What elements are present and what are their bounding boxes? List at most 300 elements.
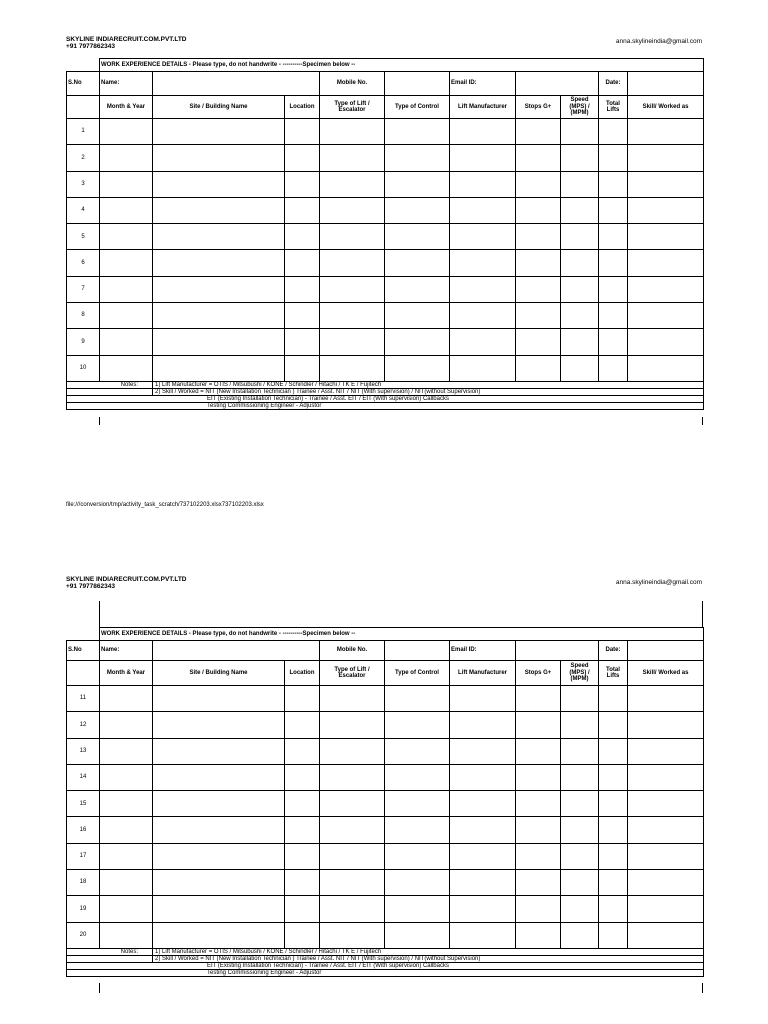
- cell[interactable]: [599, 355, 628, 381]
- cell[interactable]: [628, 870, 704, 896]
- cell[interactable]: [516, 303, 561, 329]
- cell[interactable]: [561, 224, 599, 250]
- notes-label: Notes:: [67, 948, 153, 955]
- cell[interactable]: [561, 145, 599, 171]
- col-manufacturer: Lift Manufacturer: [450, 96, 516, 119]
- cell[interactable]: [285, 171, 320, 197]
- cell[interactable]: [561, 764, 599, 790]
- col-month-year: Month & Year: [100, 661, 153, 686]
- row-number: 14: [67, 764, 100, 790]
- cell[interactable]: [561, 686, 599, 712]
- cell[interactable]: [450, 791, 516, 817]
- company-phone: +91 7977862343: [66, 43, 115, 50]
- row-number: 16: [67, 817, 100, 843]
- cell[interactable]: [385, 171, 450, 197]
- cell[interactable]: [599, 764, 628, 790]
- company-header: [66, 576, 187, 590]
- table-row: [67, 817, 704, 843]
- experience-table: [66, 58, 704, 410]
- cell[interactable]: [561, 817, 599, 843]
- table-row: [67, 738, 704, 764]
- cell[interactable]: [561, 171, 599, 197]
- table-row: [67, 171, 704, 197]
- cell[interactable]: [561, 303, 599, 329]
- cell[interactable]: [561, 329, 599, 355]
- cell[interactable]: [100, 764, 153, 790]
- sno-label: S.No: [67, 72, 100, 96]
- cell[interactable]: [516, 922, 561, 948]
- cell[interactable]: [320, 119, 385, 145]
- col-site-building: Site / Building Name: [153, 96, 285, 119]
- cell[interactable]: [320, 870, 385, 896]
- cell[interactable]: [599, 870, 628, 896]
- cell[interactable]: [599, 896, 628, 922]
- note-4: Testing Commissioning Engineer - Adjustor: [67, 402, 704, 409]
- cell[interactable]: [100, 119, 153, 145]
- cell[interactable]: [153, 329, 285, 355]
- cell[interactable]: [285, 922, 320, 948]
- cell[interactable]: [599, 817, 628, 843]
- divider: [99, 601, 100, 627]
- cell[interactable]: [385, 686, 450, 712]
- cell[interactable]: [153, 303, 285, 329]
- cell[interactable]: [153, 922, 285, 948]
- company-header: [66, 36, 187, 50]
- cell[interactable]: [516, 791, 561, 817]
- cell[interactable]: [385, 303, 450, 329]
- cell[interactable]: [153, 197, 285, 223]
- divider: [702, 417, 703, 425]
- cell[interactable]: [628, 119, 704, 145]
- cell[interactable]: [628, 843, 704, 869]
- cell[interactable]: [599, 791, 628, 817]
- cell[interactable]: [561, 922, 599, 948]
- cell[interactable]: [599, 843, 628, 869]
- cell[interactable]: [100, 250, 153, 276]
- sno-label: S.No: [67, 641, 100, 661]
- cell[interactable]: [320, 276, 385, 302]
- cell[interactable]: [516, 329, 561, 355]
- cell[interactable]: [153, 896, 285, 922]
- row-number: 17: [67, 843, 100, 869]
- name-field[interactable]: [153, 72, 320, 96]
- col-skill: Skill/ Worked as: [628, 96, 704, 119]
- cell[interactable]: [285, 119, 320, 145]
- mobile-field[interactable]: [385, 72, 450, 96]
- cell[interactable]: [285, 764, 320, 790]
- cell[interactable]: [516, 276, 561, 302]
- cell[interactable]: [320, 791, 385, 817]
- cell[interactable]: [385, 712, 450, 738]
- cell[interactable]: [385, 870, 450, 896]
- cell[interactable]: [628, 197, 704, 223]
- date-field[interactable]: [628, 72, 704, 96]
- cell[interactable]: [516, 355, 561, 381]
- date-label: Date:: [599, 641, 628, 661]
- cell[interactable]: [285, 329, 320, 355]
- cell[interactable]: [153, 171, 285, 197]
- cell[interactable]: [320, 224, 385, 250]
- note-1: 1) Lift Manufacturer = OTIS / Mitsubushi / KONE / Schindler / Hitachi / TK E / Fujitech: [153, 381, 704, 388]
- cell[interactable]: [450, 224, 516, 250]
- cell[interactable]: [320, 303, 385, 329]
- cell[interactable]: [516, 197, 561, 223]
- row-number: 1: [67, 119, 100, 145]
- cell[interactable]: [285, 197, 320, 223]
- email-label: Email ID:: [450, 72, 516, 96]
- cell[interactable]: [599, 224, 628, 250]
- note-2: 2) Skill / Worked = NIT (New Installation Technician ) Trainee / Asst. NIT / NIT (With supervision) / NIT(without Supervision): [153, 955, 704, 962]
- cell[interactable]: [385, 843, 450, 869]
- cell[interactable]: [100, 197, 153, 223]
- cell[interactable]: [385, 355, 450, 381]
- row-number: 19: [67, 896, 100, 922]
- cell[interactable]: [285, 355, 320, 381]
- col-stops: Stops G+: [516, 96, 561, 119]
- table-row: [67, 922, 704, 948]
- cell[interactable]: [153, 712, 285, 738]
- cell[interactable]: [599, 119, 628, 145]
- row-number: 9: [67, 329, 100, 355]
- col-control-type: Type of Control: [385, 96, 450, 119]
- cell[interactable]: [285, 276, 320, 302]
- cell[interactable]: [100, 303, 153, 329]
- form-title: WORK EXPERIENCE DETAILS - Please type, do not handwrite - ----------Specimen below --: [100, 628, 704, 641]
- cell[interactable]: [285, 303, 320, 329]
- cell[interactable]: [450, 119, 516, 145]
- cell[interactable]: [561, 276, 599, 302]
- mobile-label: Mobile No.: [320, 72, 385, 96]
- cell[interactable]: [100, 145, 153, 171]
- table-row: [67, 276, 704, 302]
- cell[interactable]: [320, 197, 385, 223]
- cell[interactable]: [628, 329, 704, 355]
- cell[interactable]: [450, 764, 516, 790]
- cell[interactable]: [628, 171, 704, 197]
- cell[interactable]: [450, 896, 516, 922]
- cell[interactable]: [320, 896, 385, 922]
- email-field[interactable]: [516, 641, 599, 661]
- cell[interactable]: [450, 738, 516, 764]
- cell[interactable]: [628, 276, 704, 302]
- cell[interactable]: [561, 119, 599, 145]
- cell[interactable]: [450, 843, 516, 869]
- cell[interactable]: [153, 817, 285, 843]
- table-row: [67, 870, 704, 896]
- cell[interactable]: [516, 171, 561, 197]
- cell[interactable]: [153, 843, 285, 869]
- cell[interactable]: [628, 791, 704, 817]
- row-number: 20: [67, 922, 100, 948]
- cell[interactable]: [285, 843, 320, 869]
- cell[interactable]: [450, 197, 516, 223]
- cell[interactable]: [100, 870, 153, 896]
- name-label: Name:: [100, 72, 153, 96]
- table-row: [67, 250, 704, 276]
- cell[interactable]: [153, 250, 285, 276]
- cell[interactable]: [153, 791, 285, 817]
- note-1: 1) Lift Manufacturer = OTIS / Mitsubushi / KONE / Schindler / Hitachi / TK E / Fujitech: [153, 948, 704, 955]
- cell[interactable]: [628, 817, 704, 843]
- cell[interactable]: [320, 764, 385, 790]
- company-email: anna.skylineindia@gmail.com: [615, 579, 702, 586]
- notes-row-2: [67, 388, 704, 395]
- table-row: [67, 712, 704, 738]
- cell[interactable]: [285, 870, 320, 896]
- cell[interactable]: [285, 712, 320, 738]
- divider: [702, 601, 703, 627]
- cell[interactable]: [385, 817, 450, 843]
- name-label: Name:: [100, 641, 153, 661]
- cell[interactable]: [153, 686, 285, 712]
- note-4: Testing Commissioning Engineer - Adjustor: [67, 969, 704, 976]
- cell[interactable]: [320, 843, 385, 869]
- cell[interactable]: [628, 686, 704, 712]
- cell[interactable]: [385, 329, 450, 355]
- table-row: [67, 119, 704, 145]
- cell[interactable]: [320, 817, 385, 843]
- cell[interactable]: [320, 712, 385, 738]
- cell[interactable]: [450, 686, 516, 712]
- cell[interactable]: [100, 791, 153, 817]
- cell[interactable]: [153, 276, 285, 302]
- cell[interactable]: [516, 738, 561, 764]
- cell[interactable]: [100, 276, 153, 302]
- cell[interactable]: [385, 197, 450, 223]
- col-lift-type: Type of Lift / Escalator: [320, 661, 385, 686]
- col-site-building: Site / Building Name: [153, 661, 285, 686]
- cell[interactable]: [285, 145, 320, 171]
- cell[interactable]: [100, 224, 153, 250]
- cell[interactable]: [385, 276, 450, 302]
- table-row: [67, 764, 704, 790]
- row-number: 2: [67, 145, 100, 171]
- date-label: Date:: [599, 72, 628, 96]
- cell[interactable]: [450, 303, 516, 329]
- cell[interactable]: [385, 224, 450, 250]
- cell[interactable]: [100, 329, 153, 355]
- cell[interactable]: [628, 355, 704, 381]
- cell[interactable]: [561, 870, 599, 896]
- note-2: 2) Skill / Worked = NIT (New Installation Technician ) Trainee / Asst. NIT / NIT (With supervision) / NIT(without Supervision): [153, 388, 704, 395]
- row-number: 10: [67, 355, 100, 381]
- cell[interactable]: [100, 355, 153, 381]
- divider: [99, 983, 100, 993]
- cell[interactable]: [153, 224, 285, 250]
- row-number: 13: [67, 738, 100, 764]
- cell[interactable]: [450, 276, 516, 302]
- cell[interactable]: [450, 250, 516, 276]
- cell[interactable]: [516, 870, 561, 896]
- cell[interactable]: [385, 896, 450, 922]
- cell[interactable]: [599, 171, 628, 197]
- col-skill: Skill/ Worked as: [628, 661, 704, 686]
- notes-row-2: [67, 955, 704, 962]
- cell[interactable]: [628, 303, 704, 329]
- cell[interactable]: [100, 817, 153, 843]
- col-total-lifts: Total Lifts: [599, 96, 628, 119]
- company-email: anna.skylineindia@gmail.com: [615, 38, 702, 45]
- cell[interactable]: [561, 712, 599, 738]
- cell[interactable]: [599, 250, 628, 276]
- cell[interactable]: [320, 686, 385, 712]
- cell[interactable]: [628, 145, 704, 171]
- cell[interactable]: [628, 224, 704, 250]
- cell[interactable]: [285, 817, 320, 843]
- cell[interactable]: [599, 922, 628, 948]
- notes-row-3: [67, 962, 704, 969]
- cell[interactable]: [385, 145, 450, 171]
- row-number: 3: [67, 171, 100, 197]
- cell[interactable]: [599, 145, 628, 171]
- cell[interactable]: [285, 791, 320, 817]
- cell[interactable]: [153, 145, 285, 171]
- mobile-field[interactable]: [385, 641, 450, 661]
- row-number: 6: [67, 250, 100, 276]
- cell[interactable]: [385, 738, 450, 764]
- cell[interactable]: [450, 870, 516, 896]
- cell[interactable]: [100, 896, 153, 922]
- table-row: [67, 197, 704, 223]
- cell[interactable]: [516, 843, 561, 869]
- cell[interactable]: [153, 119, 285, 145]
- cell[interactable]: [385, 764, 450, 790]
- cell[interactable]: [516, 712, 561, 738]
- note-3: EIT (Existing Installation Technician) - Trainee / Asst. EIT / EIT (With supervision) Callbacks: [67, 962, 704, 969]
- col-stops: Stops G+: [516, 661, 561, 686]
- cell[interactable]: [516, 224, 561, 250]
- row-number: 11: [67, 686, 100, 712]
- cell[interactable]: [628, 250, 704, 276]
- cell[interactable]: [285, 896, 320, 922]
- cell[interactable]: [285, 738, 320, 764]
- table-row: [67, 355, 704, 381]
- cell[interactable]: [285, 224, 320, 250]
- cell[interactable]: [561, 250, 599, 276]
- cell[interactable]: [450, 145, 516, 171]
- email-label: Email ID:: [450, 641, 516, 661]
- cell[interactable]: [385, 791, 450, 817]
- cell[interactable]: [599, 276, 628, 302]
- form-title: WORK EXPERIENCE DETAILS - Please type, do not handwrite - ----------Specimen below --: [100, 59, 704, 72]
- email-field[interactable]: [516, 72, 599, 96]
- cell[interactable]: [516, 145, 561, 171]
- col-speed: Speed (MPS) / (MPM): [561, 661, 599, 686]
- cell[interactable]: [285, 686, 320, 712]
- work-experience-form: [66, 627, 703, 977]
- cell[interactable]: [450, 171, 516, 197]
- cell[interactable]: [450, 355, 516, 381]
- cell[interactable]: [320, 171, 385, 197]
- cell[interactable]: [320, 738, 385, 764]
- cell[interactable]: [320, 145, 385, 171]
- cell[interactable]: [599, 197, 628, 223]
- cell[interactable]: [385, 250, 450, 276]
- col-control-type: Type of Control: [385, 661, 450, 686]
- cell[interactable]: [320, 922, 385, 948]
- cell[interactable]: [285, 250, 320, 276]
- cell[interactable]: [100, 712, 153, 738]
- cell[interactable]: [100, 171, 153, 197]
- cell[interactable]: [561, 791, 599, 817]
- row-number: 18: [67, 870, 100, 896]
- cell[interactable]: [516, 250, 561, 276]
- cell[interactable]: [599, 303, 628, 329]
- table-row: [67, 791, 704, 817]
- cell[interactable]: [100, 738, 153, 764]
- page2-rows: [67, 686, 704, 949]
- divider: [702, 983, 703, 993]
- notes-row-4: [67, 969, 704, 976]
- cell[interactable]: [516, 817, 561, 843]
- cell[interactable]: [561, 738, 599, 764]
- cell[interactable]: [628, 738, 704, 764]
- cell[interactable]: [516, 119, 561, 145]
- date-field[interactable]: [628, 641, 704, 661]
- note-3: EIT (Existing Installation Technician) - Trainee / Asst. EIT / EIT (With supervision) Callbacks: [67, 395, 704, 402]
- cell[interactable]: [385, 119, 450, 145]
- cell[interactable]: [599, 712, 628, 738]
- file-path: file:///conversion/tmp/activity_task_scratch/737102203.xlsx737102203.xlsx: [66, 502, 264, 508]
- cell[interactable]: [599, 738, 628, 764]
- row-number: 15: [67, 791, 100, 817]
- cell[interactable]: [561, 896, 599, 922]
- cell[interactable]: [320, 250, 385, 276]
- cell[interactable]: [450, 712, 516, 738]
- cell[interactable]: [561, 843, 599, 869]
- cell[interactable]: [516, 764, 561, 790]
- experience-table: [66, 627, 704, 977]
- divider: [99, 417, 100, 425]
- col-total-lifts: Total Lifts: [599, 661, 628, 686]
- cell[interactable]: [320, 355, 385, 381]
- cell[interactable]: [628, 922, 704, 948]
- cell[interactable]: [450, 922, 516, 948]
- cell[interactable]: [153, 870, 285, 896]
- cell[interactable]: [320, 329, 385, 355]
- table-row: [67, 843, 704, 869]
- cell[interactable]: [561, 197, 599, 223]
- cell[interactable]: [599, 686, 628, 712]
- row-number: 7: [67, 276, 100, 302]
- page1-rows: [67, 119, 704, 382]
- cell[interactable]: [561, 355, 599, 381]
- cell[interactable]: [516, 896, 561, 922]
- company-name: SKYLINE INDIARECRUIT.COM.PVT.LTD: [66, 36, 187, 43]
- table-row: [67, 896, 704, 922]
- cell[interactable]: [153, 355, 285, 381]
- cell[interactable]: [100, 922, 153, 948]
- name-field[interactable]: [153, 641, 320, 661]
- cell[interactable]: [516, 686, 561, 712]
- cell[interactable]: [628, 764, 704, 790]
- cell[interactable]: [100, 686, 153, 712]
- cell[interactable]: [450, 817, 516, 843]
- cell[interactable]: [599, 329, 628, 355]
- cell[interactable]: [100, 843, 153, 869]
- notes-row-1: [67, 948, 704, 955]
- cell[interactable]: [153, 764, 285, 790]
- cell[interactable]: [628, 896, 704, 922]
- cell[interactable]: [385, 922, 450, 948]
- col-manufacturer: Lift Manufacturer: [450, 661, 516, 686]
- cell[interactable]: [153, 738, 285, 764]
- mobile-label: Mobile No.: [320, 641, 385, 661]
- cell[interactable]: [628, 712, 704, 738]
- cell[interactable]: [450, 329, 516, 355]
- table-row: [67, 686, 704, 712]
- table-row: [67, 145, 704, 171]
